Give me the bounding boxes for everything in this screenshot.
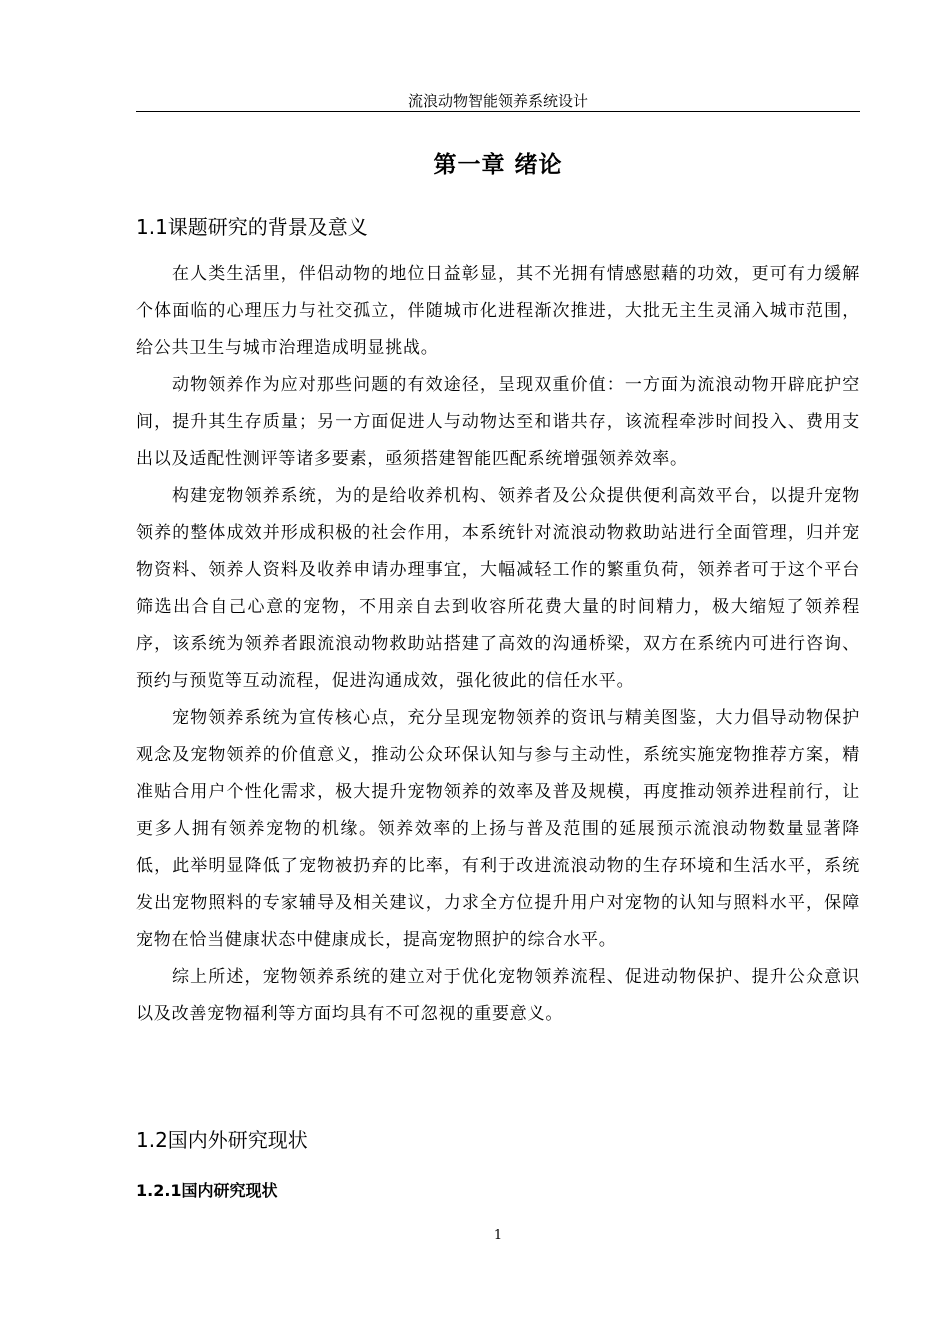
chapter-title: 第一章 绪论 bbox=[433, 152, 563, 178]
paragraph-3: 构建宠物领养系统，为的是给收养机构、领养者及公众提供便利高效平台，以提升宠物领养的整体成效并形成积极的社会作用，本系统针对流浪动物救助站进行全面管理，归并宠物资料、领养人资料及收养申请办理事宜，大幅减轻工作的繁重负荷，领养者可于这个平台筛选出合自己心意的宠物，不用亲自去到收容所花费大量的时间精力，极大缩短了领养程序，该系统为领养者跟流浪动物救助站搭建了高效的沟通桥梁，双方在系统内可进行咨询、预约与预览等互动流程，促进沟通成效，强化彼此的信任水平。 bbox=[136, 486, 860, 691]
header-rule bbox=[136, 111, 860, 112]
paragraph-1: 在人类生活里，伴侣动物的地位日益彰显，其不光拥有情感慰藉的功效，更可有力缓解个体面临的心理压力与社交孤立，伴随城市化进程渐次推进，大批无主生灵涌入城市范围，给公共卫生与城市治理造成明显挑战。 bbox=[136, 264, 860, 358]
paragraph-2: 动物领养作为应对那些问题的有效途径，呈现双重价值：一方面为流浪动物开辟庇护空间，提升其生存质量；另一方面促进人与动物达至和谐共存，该流程牵涉时间投入、费用支出以及适配性测评等诸多要素，亟须搭建智能匹配系统增强领养效率。 bbox=[136, 375, 860, 469]
paragraph-5: 综上所述，宠物领养系统的建立对于优化宠物领养流程、促进动物保护、提升公众意识以及改善宠物福利等方面均具有不可忽视的重要意义。 bbox=[136, 967, 860, 1024]
paragraph-4: 宠物领养系统为宣传核心点，充分呈现宠物领养的资讯与精美图鉴，大力倡导动物保护观念及宠物领养的价值意义，推动公众环保认知与参与主动性，系统实施宠物推荐方案，精准贴合用户个性化需求，极大提升宠物领养的效率及普及规模，再度推动领养进程前行，让更多人拥有领养宠物的机缘。领养效率的上扬与普及范围的延展预示流浪动物数量显著降低，此举明显降低了宠物被扔弃的比率，有利于改进流浪动物的生存环境和生活水平，系统发出宠物照料的专家辅导及相关建议，力求全方位提升用户对宠物的认知与照料水平，保障宠物在恰当健康状态中健康成长，提高宠物照护的综合水平。 bbox=[136, 708, 860, 950]
page-number: 1 bbox=[493, 1228, 503, 1243]
section-heading-1-2: 1.2国内外研究现状 bbox=[136, 1128, 308, 1152]
section-heading-1-1: 1.1课题研究的背景及意义 bbox=[136, 215, 368, 239]
running-header: 流浪动物智能领养系统设计 bbox=[407, 92, 588, 110]
section-1-1-body bbox=[136, 256, 860, 1033]
subsection-heading-1-2-1: 1.2.1国内研究现状 bbox=[136, 1181, 278, 1200]
